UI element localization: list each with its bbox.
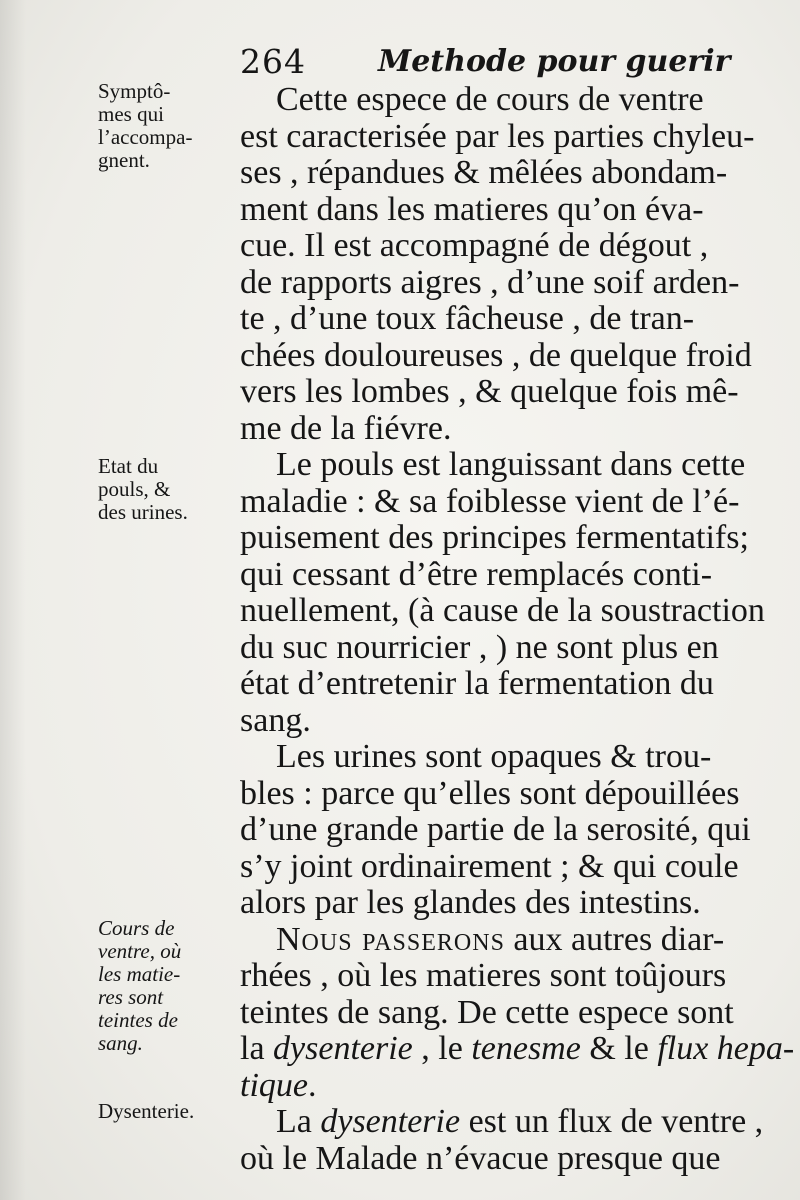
text-line: où le Malade n’évacue presque que [240,1139,721,1177]
text-line: s’y joint ordinairement ; & qui coule [240,847,739,885]
text-line: tique. [240,1066,317,1104]
running-head: Methode pour guerir [378,44,731,79]
page-header [240,42,760,86]
text-line: Cette espece de cours de ventre [276,81,704,118]
text-line: maladie : & sa foiblesse vient de l’é- [240,482,740,520]
text-line: chées douloureuses , de quelque froid [240,336,752,374]
text-line: état d’entretenir la fermentation du [240,665,714,702]
text-line: te , d’une toux fâcheuse , de tran- [240,300,695,337]
text-line: me de la fiévre. [240,409,452,447]
text-line: du suc nourricier , ) ne sont plus en [240,628,719,666]
text-line: est caracterisée par les parties chyleu- [240,117,755,155]
text-line: Le pouls est languissant dans cette [276,446,746,483]
text-line: La dysenterie est un flux de ventre , [276,1103,764,1140]
margin-note-cours-de-ventre: Cours de ventre, où les matie- res sont teintes de sang. [98,916,182,1055]
text-line: qui cessant d’être remplacés conti- [240,555,713,593]
text-line: bles : parce qu’elles sont dépouillées [240,774,740,812]
text-line: vers les lombes , & quelque fois mê- [240,373,739,410]
margin-note-dysenterie: Dysenterie. [98,1099,195,1123]
text-line: ment dans les matieres qu’on éva- [240,190,704,228]
margin-note-etat-pouls: Etat du pouls, & des urines. [98,454,188,524]
text-line: ses , répandues & mêlées abondam- [240,154,728,191]
text-line: alors par les glandes des intestins. [240,884,701,921]
text-line: rhées , où les matieres sont toûjours [240,957,727,994]
text-line: la dysenterie , le tenesme & le flux hepa- [240,1030,795,1067]
text-line: Nous passerons aux autres diar- [276,920,725,958]
text-line: Les urines sont opaques & trou- [276,738,712,775]
margin-note-symptomes: Symptô- mes qui l’accompa- gnent. [98,79,193,172]
text-line: cue. Il est accompagné de dégout , [240,227,709,264]
text-line: de rapports aigres , d’une soif arden- [240,263,740,301]
text-line: teintes de sang. De cette espece sont [240,993,734,1031]
page-number: 264 [240,42,306,81]
body-text [240,81,795,1177]
text-line: puisement des principes fermentatifs; [240,519,749,556]
text-line: sang. [240,701,311,739]
page-edge-shadow [0,0,26,1200]
text-line: d’une grande partie de la serosité, qui [240,811,751,848]
text-line: nuellement, (à cause de la soustraction [240,592,765,629]
